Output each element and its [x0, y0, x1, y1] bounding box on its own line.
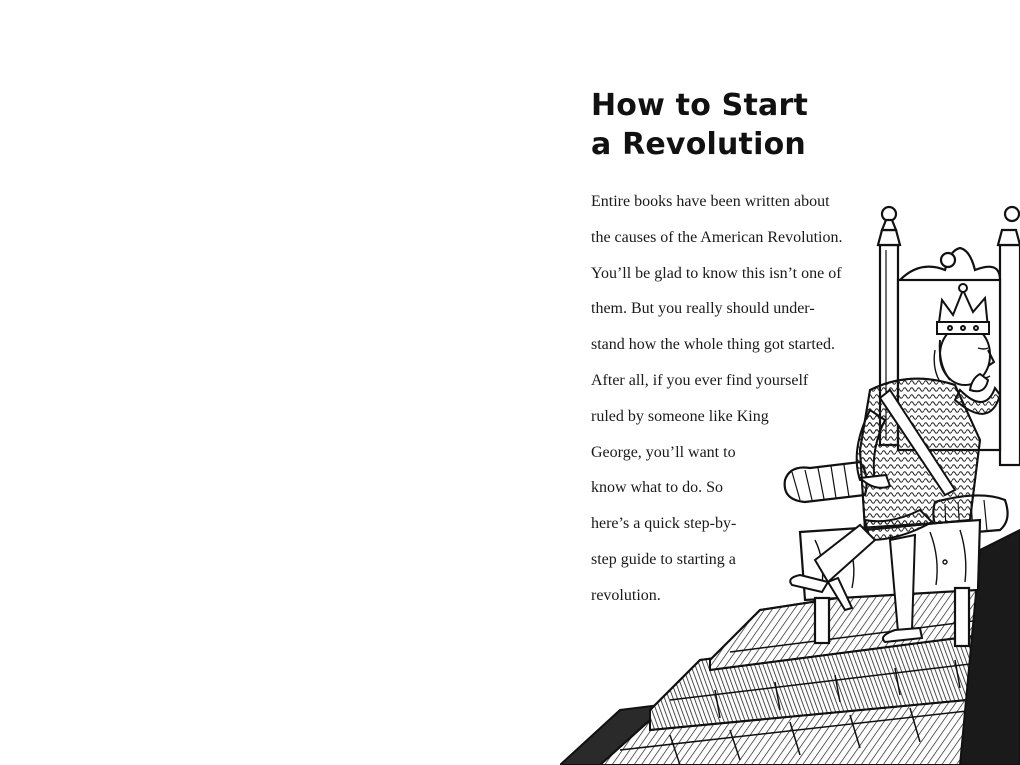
- body-line: You’ll be glad to know this isn’t one of: [591, 264, 842, 282]
- body-line: revolution.: [591, 586, 661, 604]
- body-line: the causes of the American Revolution.: [591, 228, 843, 246]
- body-line: Entire books have been written about: [591, 193, 830, 210]
- right-page: [510, 0, 1020, 765]
- body-line: George, you’ll want to: [591, 443, 736, 461]
- body-line: stand how the whole thing got started.: [591, 336, 835, 354]
- body-paragraph: [591, 186, 842, 616]
- chapter-title-line-2: a Revolution: [591, 127, 806, 162]
- body-line: step guide to starting a: [591, 550, 736, 568]
- body-line: know what to do. So: [591, 479, 723, 497]
- body-line: here’s a quick step-by-: [591, 515, 737, 533]
- body-line: ruled by someone like King: [591, 407, 769, 425]
- chapter-title-line-1: How to Start: [591, 88, 808, 123]
- body-line: them. But you really should under-: [591, 300, 815, 318]
- chapter-title: [591, 86, 808, 164]
- body-line: After all, if you ever find yourself: [591, 371, 809, 389]
